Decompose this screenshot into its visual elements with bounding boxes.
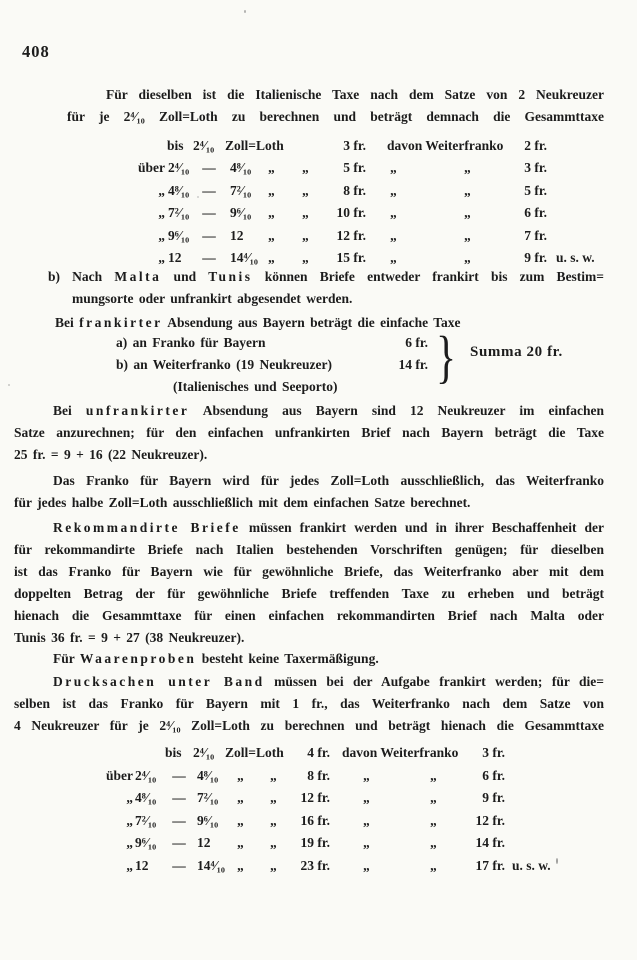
table-cell: 2 fr. <box>524 138 547 153</box>
table-cell: — <box>172 790 186 805</box>
table-cell: — <box>172 812 186 828</box>
table-cell: Zoll=Loth <box>225 138 284 153</box>
text-segment: für jedes halbe Zoll=Loth ausschließlich mit dem einfachen Satze berechnet. <box>14 495 471 510</box>
text-segment: besteht keine Taxermäßigung. <box>196 651 379 666</box>
table-cell: „ <box>464 205 471 221</box>
table-cell: 4⁸⁄₁₀ <box>230 160 252 176</box>
text-segment: ist das Franko für Bayern wie für gewöhnliche Briefe, das Weiterfranko aber mit dem <box>14 564 604 579</box>
table-cell: — <box>172 767 186 783</box>
table-header-row <box>12 742 604 764</box>
paragraph-printed-matter <box>12 671 604 737</box>
paragraph-franko-calculation <box>12 470 604 514</box>
letterspaced-text: Tunis <box>208 269 253 284</box>
letterspaced-text: Rekommandirte Briefe <box>53 520 241 535</box>
table-cell: „ <box>302 250 309 265</box>
table-cell: — <box>202 182 216 198</box>
table-cell: „ <box>237 835 244 850</box>
table-cell: „ <box>390 227 397 243</box>
table-cell: „ <box>363 790 370 805</box>
table-cell: „ <box>158 250 165 265</box>
text-segment: Absendung aus Bayern sind 12 Neukreuzer im einfachen <box>189 403 604 418</box>
table-cell: 14⁴⁄₁₀ <box>197 857 225 873</box>
table-cell: 8 fr. <box>343 182 366 198</box>
table-cell: 9⁶⁄₁₀ <box>135 835 157 850</box>
table-row <box>12 180 604 202</box>
text-segment: und <box>161 269 209 284</box>
table-cell: 7²⁄₁₀ <box>197 790 219 805</box>
text-segment: 25 fr. = 9 + 16 (22 Neukreuzer). <box>14 447 208 462</box>
paragraph-registered-letters <box>12 517 604 649</box>
text-line <box>48 266 604 288</box>
letterspaced-text: unfrankirter <box>85 403 190 418</box>
table-cell: „ <box>268 160 275 176</box>
table-cell: „ <box>430 812 437 828</box>
table-row <box>12 157 604 179</box>
table-cell: „ <box>270 835 277 850</box>
table-cell: 19 fr. <box>300 835 330 850</box>
table-cell: „ <box>464 250 471 265</box>
letter-tariff-table <box>12 135 604 271</box>
text-segment: Satze anzurechnen; für den einfachen unfrankirten Brief nach Bayern beträgt die Taxe <box>14 425 604 440</box>
table-cell: 7²⁄₁₀ <box>168 205 190 221</box>
table-cell: 2⁴⁄₁₀ <box>193 745 215 760</box>
text-segment: 4 Neukreuzer für je 2⁴⁄₁₀ Zoll=Loth zu berechnen und beträgt hienach die Gesammttaxe <box>14 718 604 733</box>
table-cell: „ <box>268 250 275 265</box>
text-line <box>72 288 604 310</box>
table-cell: „ <box>126 857 133 873</box>
text-segment: hienach die Gesammttaxe für einen einfachen rekommandirten Brief nach Malta oder <box>14 608 604 623</box>
table-cell: 3 fr. <box>524 160 547 176</box>
table-cell: 7²⁄₁₀ <box>135 812 157 828</box>
tariff-a-fee: 6 fr. <box>405 335 428 350</box>
table-cell: 9 fr. <box>524 250 547 265</box>
table-cell: „ <box>237 767 244 783</box>
text-line <box>53 470 604 492</box>
table-cell: 6 fr. <box>482 767 505 783</box>
tariff-b-label: b) an Weiterfranko (19 Neukreuzer) <box>116 357 332 372</box>
table-cell: — <box>202 205 216 221</box>
table-cell: 23 fr. <box>300 857 330 873</box>
table-cell: davon Weiterfranko <box>387 138 504 153</box>
table-cell: 7 fr. <box>524 227 547 243</box>
table-row <box>12 832 604 854</box>
paragraph-italian-tax <box>12 84 604 128</box>
table-cell: 14 fr. <box>475 835 505 850</box>
table-cell: „ <box>464 160 471 176</box>
table-cell: „ <box>363 835 370 850</box>
table-cell: „ <box>430 857 437 873</box>
table-cell: „ <box>268 227 275 243</box>
scan-speck <box>197 196 199 198</box>
text-line <box>14 539 604 561</box>
table-cell: „ <box>158 182 165 198</box>
table-cell: „ <box>390 205 397 221</box>
table-cell: 9 fr. <box>482 790 505 805</box>
text-segment: Für dieselben ist die Italienische Taxe nach dem Satze von 2 Neukreuzer <box>106 87 604 102</box>
table-cell: 12 fr. <box>475 812 505 828</box>
table-cell: 8 fr. <box>307 767 330 783</box>
text-line <box>14 693 604 715</box>
table-cell: „ <box>363 812 370 828</box>
text-line <box>14 715 604 737</box>
table-cell: — <box>202 227 216 243</box>
table-cell: — <box>202 160 216 176</box>
text-line <box>53 648 604 670</box>
text-segment: für je 2⁴⁄₁₀ Zoll=Loth zu berechnen und beträgt demnach die Gesammttaxe <box>67 109 604 124</box>
text-line <box>14 492 604 514</box>
text-line <box>53 400 604 422</box>
table-cell: 2⁴⁄₁₀ <box>193 138 215 153</box>
table-cell: 4⁸⁄₁₀ <box>168 182 190 198</box>
tariff-note: (Italienisches und Seeporto) <box>173 379 338 394</box>
table-cell: 10 fr. <box>336 205 366 221</box>
text-line <box>53 671 604 693</box>
text-line <box>14 605 604 627</box>
table-cell: 12 fr. <box>336 227 366 243</box>
table-cell: „ <box>390 250 397 265</box>
table-cell: bis <box>167 138 184 153</box>
table-cell: „ <box>302 182 309 198</box>
table-cell: „ <box>126 812 133 828</box>
table-cell: „ <box>237 812 244 828</box>
text-line <box>14 561 604 583</box>
table-cell: „ <box>430 790 437 805</box>
table-row <box>12 225 604 247</box>
table-cell: 4⁸⁄₁₀ <box>135 790 157 805</box>
text-segment: selben ist das Franko für Bayern mit 1 fr., das Weiterfranko nach dem Satze von <box>14 696 604 711</box>
table-cell: — <box>172 835 186 850</box>
table-cell: 2⁴⁄₁₀ <box>135 767 157 783</box>
table-cell: 9⁶⁄₁₀ <box>230 205 252 221</box>
text-segment: mungsorte oder unfrankirt abgesendet werden. <box>72 291 353 306</box>
text-segment: Bei <box>53 403 86 418</box>
text-segment: für rekommandirte Briefe nach Italien bestehenden Vorschriften genügen; für dieselben <box>14 542 604 557</box>
table-header-row <box>12 135 604 157</box>
table-cell: 4⁸⁄₁₀ <box>197 767 219 783</box>
text-segment: b) Nach <box>48 269 115 284</box>
text-segment: müssen frankirt werden und in ihrer Beschaffenheit der <box>240 520 604 535</box>
table-cell: über <box>138 160 165 176</box>
table-cell: davon Weiterfranko <box>342 745 459 760</box>
text-segment: Tunis 36 fr. = 9 + 27 (38 Neukreuzer). <box>14 630 245 645</box>
table-cell: „ <box>430 767 437 783</box>
tariff-a-label: a) an Franko für Bayern <box>116 335 266 350</box>
table-cell: 12 <box>230 227 244 243</box>
tariff-note-line <box>12 376 604 398</box>
tariff-summary <box>12 324 604 402</box>
text-line <box>67 84 604 106</box>
text-line <box>14 422 604 444</box>
table-cell: 6 fr. <box>524 205 547 221</box>
table-cell: 9⁶⁄₁₀ <box>197 812 219 828</box>
table-cell: 5 fr. <box>524 182 547 198</box>
table-cell: „ <box>270 790 277 805</box>
text-line <box>14 627 604 649</box>
paragraph-franked-intro <box>12 312 604 334</box>
table-cell: „ <box>268 182 275 198</box>
text-segment: Das Franko für Bayern wird für jedes Zoll=Loth ausschließlich, das Weiterfranko <box>53 473 604 488</box>
table-cell: „ <box>430 835 437 850</box>
table-cell: 3 fr. <box>482 745 505 760</box>
table-cell: „ <box>158 227 165 243</box>
table-cell: 17 fr. <box>475 857 505 873</box>
table-cell: „ <box>302 205 309 221</box>
table-cell: 4 fr. <box>307 745 330 760</box>
table-cell: u. s. w. <box>556 250 595 265</box>
paragraph-samples <box>12 648 604 670</box>
table-cell: 7²⁄₁₀ <box>230 182 252 198</box>
table-cell: „ <box>302 227 309 243</box>
table-row <box>12 855 604 877</box>
table-cell: „ <box>268 205 275 221</box>
table-cell: 14⁴⁄₁₀ <box>230 250 258 265</box>
text-line <box>14 583 604 605</box>
scan-speck <box>8 384 10 386</box>
table-row <box>12 787 604 809</box>
table-cell: 5 fr. <box>343 160 366 176</box>
table-cell: 12 <box>168 250 182 265</box>
table-cell: 9⁶⁄₁₀ <box>168 227 190 243</box>
table-cell: „ <box>302 160 309 176</box>
table-cell: „ <box>270 767 277 783</box>
text-segment: können Briefe entweder frankirt bis zum Bestim= <box>252 269 604 284</box>
table-cell: „ <box>390 160 397 176</box>
table-row <box>12 765 604 787</box>
table-cell: „ <box>363 857 370 873</box>
summa-brace: } <box>436 324 457 389</box>
table-cell: „ <box>237 857 244 873</box>
summa-total: Summa 20 fr. <box>470 344 563 360</box>
table-row <box>12 810 604 832</box>
letterspaced-text: Malta <box>114 269 162 284</box>
letterspaced-text: frankirter <box>79 315 163 330</box>
table-cell: „ <box>270 857 277 873</box>
letterspaced-text: Drucksachen unter Band <box>53 674 265 689</box>
table-cell: 3 fr. <box>343 138 366 153</box>
table-row <box>12 202 604 224</box>
table-cell: „ <box>126 835 133 850</box>
page-number: 408 <box>22 42 50 61</box>
table-cell: „ <box>237 790 244 805</box>
table-cell: 16 fr. <box>300 812 330 828</box>
table-cell: „ <box>464 227 471 243</box>
table-cell: Zoll=Loth <box>225 745 284 760</box>
table-cell: über <box>106 767 133 783</box>
text-segment: doppelten Betrag der für gewöhnliche Briefe treffenden Taxe zu erheben und beträgt <box>14 586 604 601</box>
scan-speck <box>244 10 246 13</box>
table-cell: 2⁴⁄₁₀ <box>168 160 190 176</box>
table-cell: „ <box>464 182 471 198</box>
paragraph-unfranked <box>12 400 604 466</box>
table-cell: „ <box>158 205 165 221</box>
text-line <box>14 444 604 466</box>
text-line <box>55 312 604 334</box>
table-cell: bis <box>165 745 182 760</box>
scan-speck <box>556 858 558 864</box>
text-line <box>67 106 604 128</box>
table-cell: „ <box>363 767 370 783</box>
text-segment: Absendung aus Bayern beträgt die einfache Taxe <box>162 315 461 330</box>
page-content <box>12 0 604 960</box>
text-segment: Bei <box>55 315 80 330</box>
table-cell: 12 fr. <box>300 790 330 805</box>
table-cell: „ <box>390 182 397 198</box>
text-segment: müssen bei der Aufgabe frankirt werden; für die= <box>264 674 604 689</box>
printed-matter-tariff-table <box>12 742 604 879</box>
tariff-b-fee: 14 fr. <box>398 357 428 372</box>
table-cell: 12 <box>135 857 149 873</box>
letterspaced-text: Waarenproben <box>79 651 197 666</box>
table-cell: 12 <box>197 835 211 850</box>
table-cell: — <box>172 857 186 873</box>
text-line <box>53 517 604 539</box>
text-segment: Für <box>53 651 80 666</box>
table-cell: „ <box>270 812 277 828</box>
table-cell: 15 fr. <box>336 250 366 265</box>
list-item-b-malta-tunis <box>12 266 604 310</box>
table-cell: — <box>202 250 216 265</box>
table-cell: u. s. w. <box>512 857 551 873</box>
table-cell: „ <box>126 790 133 805</box>
